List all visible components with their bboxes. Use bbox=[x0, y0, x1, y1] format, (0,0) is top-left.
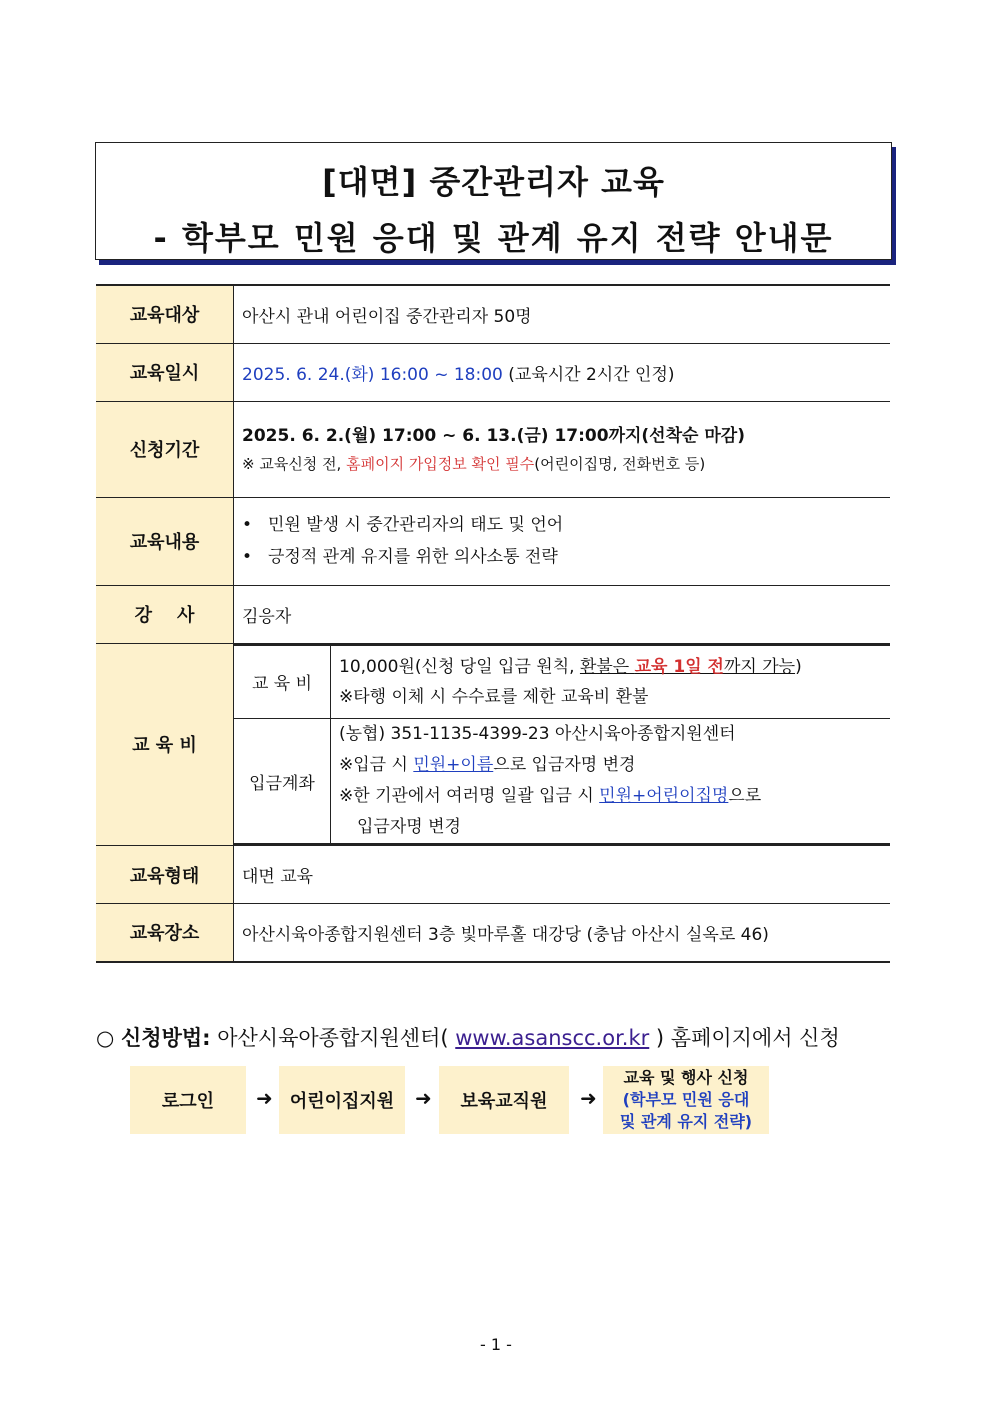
account-sub-label: 입금계좌 bbox=[234, 719, 331, 845]
fee-refund bbox=[580, 657, 795, 677]
account-note-2-b: 으로 bbox=[728, 786, 762, 806]
label-fee: 교 육 비 bbox=[96, 643, 234, 846]
flow-step-apply bbox=[603, 1066, 769, 1134]
label-place: 교육장소 bbox=[96, 904, 234, 962]
method-label: 신청방법: bbox=[121, 1026, 211, 1050]
period-note bbox=[242, 451, 882, 477]
info-table bbox=[96, 284, 890, 963]
fee-transfer-note: ※타행 이체 시 수수료를 제한 교육비 환불 bbox=[339, 686, 649, 707]
period-note-emphasis: 홈페이지 가입정보 확인 필수 bbox=[346, 455, 535, 473]
value-target: 아산시 관내 어린이집 중간관리자 50명 bbox=[234, 285, 891, 343]
value-content bbox=[234, 497, 891, 585]
title-box bbox=[95, 142, 892, 260]
fee-refund-c: 까지 가능 bbox=[723, 656, 796, 677]
content-item bbox=[242, 541, 882, 573]
fee-row-amount bbox=[234, 645, 890, 719]
account-note-2 bbox=[339, 781, 882, 812]
content-item bbox=[242, 509, 882, 541]
flow-step-apply-course-cont: 및 관계 유지 전략) bbox=[619, 1112, 753, 1131]
bullet-icon: • bbox=[242, 547, 253, 567]
fee-amount-d: ) bbox=[795, 656, 802, 677]
label-target: 교육대상 bbox=[96, 285, 234, 343]
method-org: 아산시육아종합지원센터( bbox=[210, 1026, 456, 1050]
flow-step-daycare-support: 어린이집지원 bbox=[279, 1066, 405, 1134]
application-method bbox=[96, 1022, 840, 1052]
fee-refund-deadline: 교육 1일 전 bbox=[634, 656, 724, 677]
fee-row-account bbox=[234, 719, 890, 845]
flow-step-apply-title: 교육 및 행사 신청 bbox=[623, 1068, 749, 1087]
label-datetime: 교육일시 bbox=[96, 343, 234, 401]
row-period bbox=[96, 401, 890, 497]
account-note-1-b: 으로 입금자명 변경 bbox=[493, 755, 636, 775]
fee-amount-a: 10,000원(신청 당일 입금 원칙, bbox=[339, 656, 580, 677]
page-title: [대면] 중간관리자 교육 bbox=[322, 163, 665, 201]
account-number: (농협) 351-1135-4399-23 아산시육아종합지원센터 bbox=[339, 724, 736, 744]
row-datetime bbox=[96, 343, 890, 401]
value-place: 아산시육아종합지원센터 3층 빛마루홀 대강당 (충남 아산시 실옥로 46) bbox=[234, 904, 891, 962]
datetime-main: 2025. 6. 24.(화) 16:00 ~ 18:00 bbox=[242, 364, 503, 385]
row-format bbox=[96, 846, 890, 904]
account-info bbox=[331, 719, 891, 845]
flow-step-staff: 보육교직원 bbox=[439, 1066, 569, 1134]
account-note-2-cont: 입금자명 변경 bbox=[357, 817, 461, 837]
row-instructor bbox=[96, 585, 890, 643]
period-note-suffix: (어린이집명, 전화번호 등) bbox=[534, 455, 706, 473]
fee-amount bbox=[331, 645, 891, 719]
account-note-1 bbox=[339, 750, 882, 781]
period-note-prefix: ※ 교육신청 전, bbox=[242, 455, 347, 473]
fee-subtable bbox=[234, 644, 890, 846]
label-format: 교육형태 bbox=[96, 846, 234, 904]
value-instructor: 김응자 bbox=[234, 585, 891, 643]
row-place bbox=[96, 904, 890, 962]
flow-step-apply-course: (학부모 민원 응대 bbox=[622, 1090, 750, 1109]
row-target bbox=[96, 285, 890, 343]
label-content: 교육내용 bbox=[96, 497, 234, 585]
arrow-icon: ➜ bbox=[415, 1086, 432, 1110]
content-item-text: 긍정적 관계 유지를 위한 의사소통 전략 bbox=[268, 547, 558, 567]
period-line: 2025. 6. 2.(월) 17:00 ~ 6. 13.(금) 17:00까지(선착순 마감) bbox=[242, 426, 745, 446]
account-note-1-a: ※입금 시 bbox=[339, 755, 414, 775]
page-subtitle: - 학부모 민원 응대 및 관계 유지 전략 안내문 bbox=[153, 219, 834, 257]
value-fee bbox=[234, 643, 891, 846]
value-format: 대면 교육 bbox=[234, 846, 891, 904]
arrow-icon: ➜ bbox=[256, 1086, 273, 1110]
row-fee bbox=[96, 643, 890, 846]
page-number: - 1 - bbox=[480, 1335, 512, 1354]
label-period: 신청기간 bbox=[96, 401, 234, 497]
datetime-note: (교육시간 2시간 인정) bbox=[502, 364, 675, 385]
label-instructor: 강 사 bbox=[96, 585, 234, 643]
account-note-1-emphasis: 민원+이름 bbox=[413, 755, 494, 775]
account-note-2-a: ※한 기관에서 여러명 일괄 입금 시 bbox=[339, 786, 600, 806]
value-datetime bbox=[234, 343, 891, 401]
fee-refund-b: 환불은 bbox=[579, 656, 635, 677]
row-content bbox=[96, 497, 890, 585]
flow-step-login: 로그인 bbox=[130, 1066, 246, 1134]
arrow-icon: ➜ bbox=[580, 1086, 597, 1110]
fee-amount-line bbox=[339, 652, 882, 682]
bullet-icon: • bbox=[242, 515, 253, 535]
circle-icon: ○ bbox=[96, 1026, 121, 1050]
value-period bbox=[234, 401, 891, 497]
fee-sub-label: 교 육 비 bbox=[234, 645, 331, 719]
content-item-text: 민원 발생 시 중간관리자의 태도 및 언어 bbox=[268, 515, 564, 535]
method-suffix: ) 홈페이지에서 신청 bbox=[649, 1026, 840, 1050]
website-link[interactable]: www.asanscc.or.kr bbox=[455, 1026, 650, 1050]
account-note-2-emphasis: 민원+어린이집명 bbox=[599, 786, 729, 806]
